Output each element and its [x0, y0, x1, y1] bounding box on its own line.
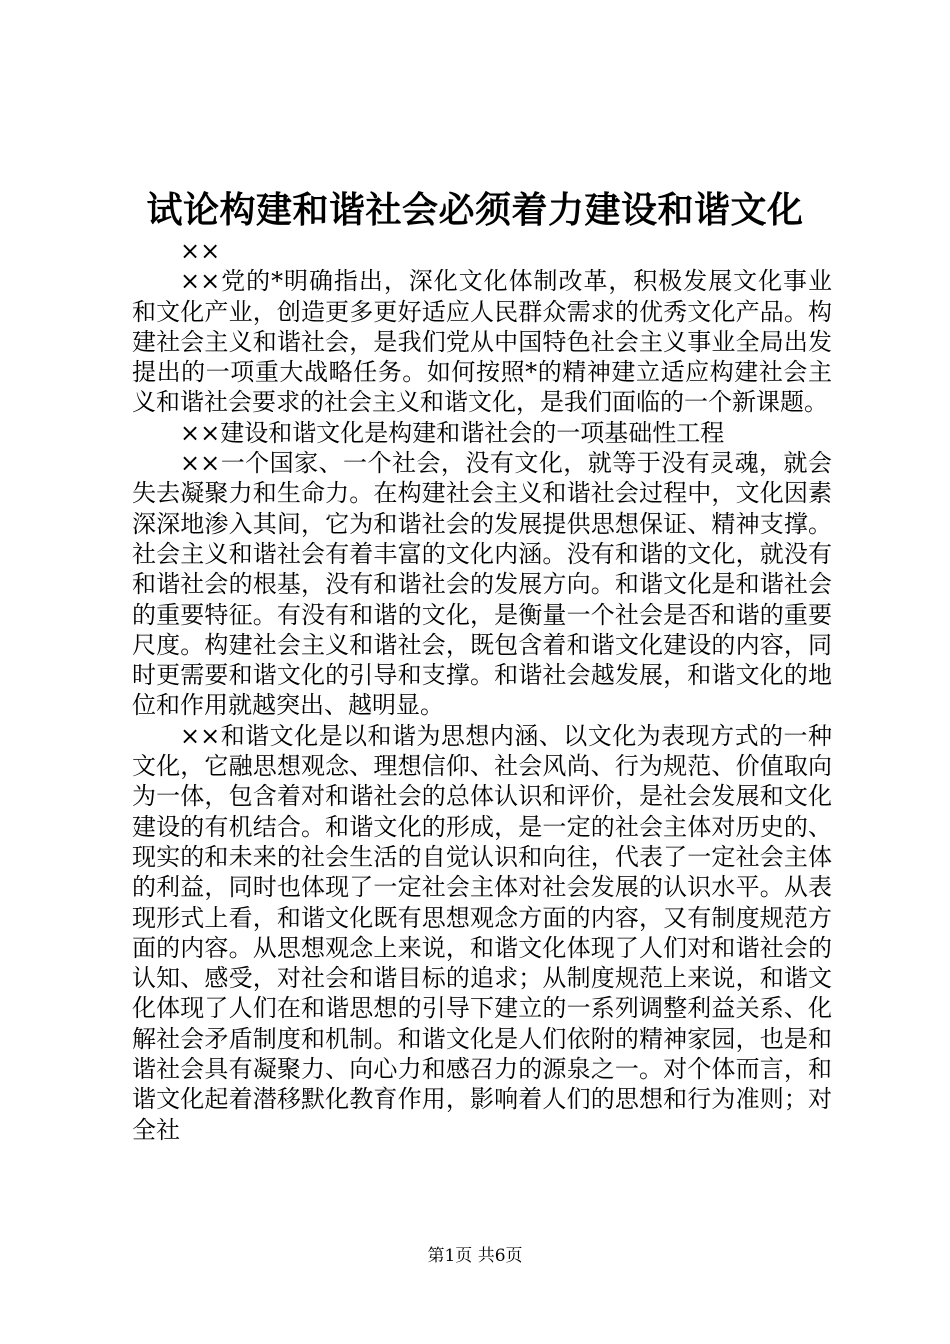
page-footer: 第1页 共6页 — [427, 1246, 523, 1266]
document-body — [132, 236, 832, 1145]
paragraph-culture-soul: ××一个国家、一个社会，没有文化，就等于没有灵魂，就会失去凝聚力和生命力。在构建社会主义和谐社会过程中，文化因素深深地渗入其间，它为和谐社会的发展提供思想保证、精神支撑。社会主义和谐社会有着丰富的文化内涵。没有和谐的文化，就没有和谐社会的根基，没有和谐社会的发展方向。和谐文化是和谐社会的重要特征。有没有和谐的文化，是衡量一个社会是否和谐的重要尺度。构建社会主义和谐社会，既包含着和谐文化建设的内容，同时更需要和谐文化的引导和支撑。和谐社会越发展，和谐文化的地位和作用就越突出、越明显。 — [132, 449, 832, 720]
paragraph-intro: ××党的*明确指出，深化文化体制改革，积极发展文化事业和文化产业，创造更多更好适应人民群众需求的优秀文化产品。构建社会主义和谐社会，是我们党从中国特色社会主义事业全局出发提出的一项重大战略任务。如何按照*的精神建立适应构建社会主义和谐社会要求的社会主义和谐文化，是我们面临的一个新课题。 — [132, 267, 832, 417]
paragraph-harmonious-culture: ××和谐文化是以和谐为思想内涵、以文化为表现方式的一种文化，它融思想观念、理想信仰、社会风尚、行为规范、价值取向为一体，包含着对和谐社会的总体认识和评价，是社会发展和文化建设的有机结合。和谐文化的形成，是一定的社会主体对历史的、现实的和未来的社会生活的自觉认识和向往，代表了一定社会主体的利益，同时也体现了一定社会主体对社会发展的认识水平。从表现形式上看，和谐文化既有思想观念方面的内容，又有制度规范方面的内容。从思想观念上来说，和谐文化体现了人们对和谐社会的认知、感受，对社会和谐目标的追求；从制度规范上来说，和谐文化体现了人们在和谐思想的引导下建立的一系列调整利益关系、化解社会矛盾制度和机制。和谐文化是人们依附的精神家园，也是和谐社会具有凝聚力、向心力和感召力的源泉之一。对个体而言，和谐文化起着潜移默化教育作用，影响着人们的思想和行为准则；对全社 — [132, 721, 832, 1144]
section-heading: ××建设和谐文化是构建和谐社会的一项基础性工程 — [180, 418, 725, 447]
document-title: 试论构建和谐社会必须着力建设和谐文化 — [146, 189, 804, 231]
author-line: ×× — [180, 237, 221, 265]
